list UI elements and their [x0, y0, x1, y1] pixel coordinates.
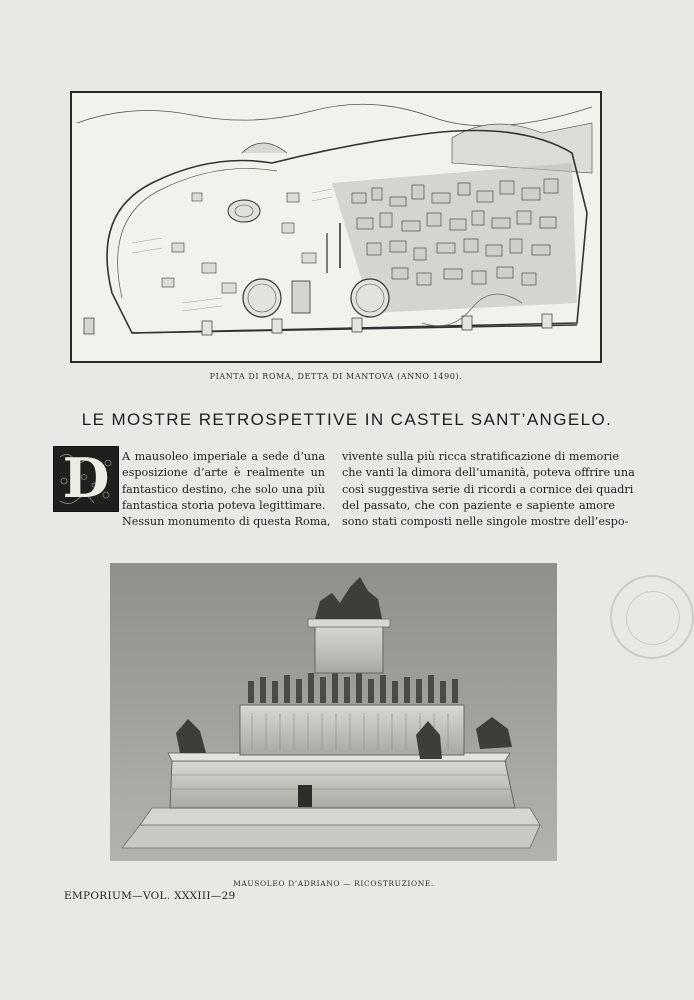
text-line: Nessun monumento di questa Roma, [122, 515, 331, 529]
page-footer: EMPORIUM—VOL. XXXIII—29 [64, 890, 236, 902]
map-engraving [70, 91, 602, 363]
mausoleum-photo [110, 563, 557, 861]
article-title: LE MOSTRE RETROSPETTIVE IN CASTEL SANT’ANGELO. [81, 410, 613, 429]
text-line: del passato, che con paziente e sapiente amore [342, 498, 615, 512]
mausoleum-model-illustration [110, 563, 557, 861]
drop-cap [53, 446, 119, 512]
text-line: così suggestiva serie di ricordi a cornice dei quadri [342, 482, 634, 496]
text-line: esposizione d’arte è realmente un [122, 466, 325, 480]
text-column-left [122, 449, 331, 530]
text-line: fantastica storia poteva legittimare. [122, 498, 326, 512]
drop-cap-letter: D [62, 446, 110, 510]
text-line: fantastico destino, che solo una più [122, 482, 325, 496]
map-illustration [72, 93, 600, 361]
text-line: vivente sulla più ricca stratificazione di memorie [342, 450, 619, 463]
text-line: che vanti la dimora dell’umanità, poteva offrire una [342, 466, 635, 480]
map-caption: PIANTA DI ROMA, DETTA DI MANTOVA (ANNO 1490). [209, 372, 463, 381]
text-line: A mausoleo imperiale a sede d’una [122, 450, 325, 463]
text-column-right [342, 449, 635, 530]
photo-caption: MAUSOLEO D’ADRIANO — RICOSTRUZIONE. [233, 879, 434, 888]
library-stamp-inner [626, 591, 680, 645]
text-line: sono stati composti nelle singole mostre dell’espo- [342, 515, 629, 529]
library-stamp [610, 575, 694, 659]
